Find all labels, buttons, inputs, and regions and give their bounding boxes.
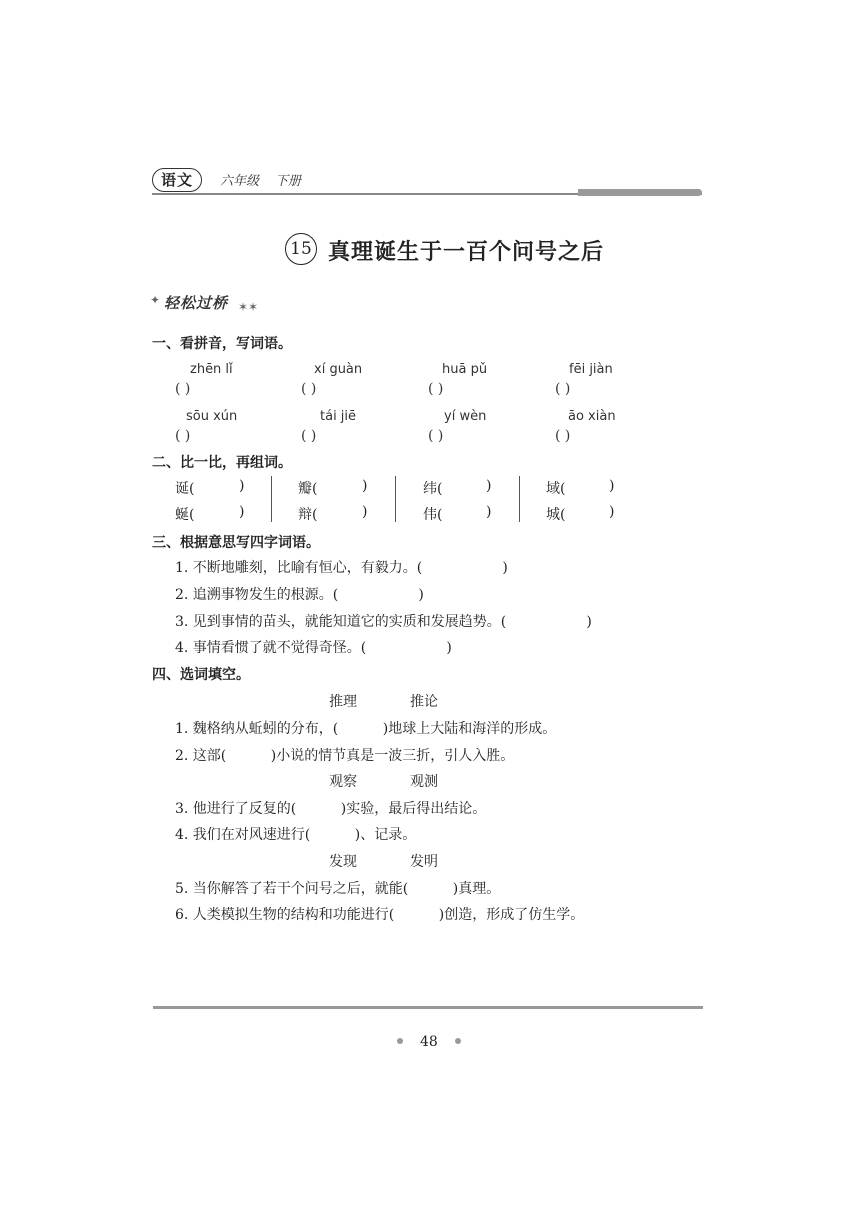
char-blank-close[interactable]: ) bbox=[362, 478, 368, 494]
star-icon: ✦ bbox=[150, 293, 161, 307]
char-prompt: 蜒( bbox=[175, 507, 195, 523]
fill-item[interactable]: 3. 他进行了反复的( )实验，最后得出结论。 bbox=[175, 801, 487, 817]
char-blank-close[interactable]: ) bbox=[362, 504, 368, 520]
answer-blank[interactable]: ( ) bbox=[428, 428, 444, 444]
answer-blank[interactable]: ( ) bbox=[428, 381, 444, 397]
sparkle-icon: ✶✶ bbox=[238, 300, 259, 314]
char-blank-close[interactable]: ) bbox=[609, 478, 615, 494]
fill-item[interactable]: 1. 魏格纳从蚯蚓的分布，( )地球上大陆和海洋的形成。 bbox=[175, 721, 557, 737]
pinyin: huā pǔ bbox=[442, 362, 488, 377]
question-item[interactable]: 3. 见到事情的苗头，就能知道它的实质和发展趋势。( ) bbox=[175, 614, 592, 630]
answer-blank[interactable]: ( ) bbox=[175, 428, 191, 444]
pinyin: yí wèn bbox=[444, 409, 487, 424]
fill-item[interactable]: 2. 这部( )小说的情节真是一波三折，引人入胜。 bbox=[175, 748, 515, 764]
answer-blank[interactable]: ( ) bbox=[175, 381, 191, 397]
dot-icon bbox=[455, 1038, 461, 1044]
char-prompt: 纬( bbox=[423, 481, 443, 497]
word-choice: 发明 bbox=[410, 854, 438, 870]
section4-heading: 四、选词填空。 bbox=[152, 667, 250, 683]
pinyin: tái jiē bbox=[320, 409, 357, 424]
lesson-title: 真理诞生于一百个问号之后 bbox=[328, 239, 605, 265]
fill-item[interactable]: 5. 当你解答了若干个问号之后，就能( )真理。 bbox=[175, 881, 501, 897]
question-item[interactable]: 2. 追溯事物发生的根源。( ) bbox=[175, 587, 424, 603]
lesson-number: 15 bbox=[285, 233, 317, 265]
subject-logo: 语文 bbox=[152, 168, 202, 192]
char-prompt: 诞( bbox=[175, 481, 195, 497]
section2-heading: 二、比一比，再组词。 bbox=[152, 455, 292, 471]
char-blank-close[interactable]: ) bbox=[486, 478, 492, 494]
pinyin: xí guàn bbox=[314, 362, 363, 377]
char-blank-close[interactable]: ) bbox=[239, 478, 245, 494]
word-choice: 推理 bbox=[329, 694, 357, 710]
char-prompt: 瓣( bbox=[298, 481, 318, 497]
word-choice: 观测 bbox=[410, 774, 438, 790]
section-badge: 轻松过桥 bbox=[164, 294, 229, 312]
char-blank-close[interactable]: ) bbox=[609, 504, 615, 520]
char-prompt: 辩( bbox=[298, 507, 318, 523]
column-divider bbox=[395, 476, 396, 522]
char-prompt: 伟( bbox=[423, 507, 443, 523]
word-choice: 观察 bbox=[329, 774, 357, 790]
char-blank-close[interactable]: ) bbox=[486, 504, 492, 520]
fill-item[interactable]: 4. 我们在对风速进行( )、记录。 bbox=[175, 827, 417, 843]
footer-rule bbox=[153, 1006, 703, 1009]
word-choice: 发现 bbox=[329, 854, 357, 870]
word-choice: 推论 bbox=[410, 694, 438, 710]
answer-blank[interactable]: ( ) bbox=[555, 428, 571, 444]
section3-heading: 三、根据意思写四字词语。 bbox=[152, 535, 320, 551]
column-divider bbox=[519, 476, 520, 522]
page-number: 48 bbox=[420, 1034, 438, 1050]
fill-item[interactable]: 6. 人类模拟生物的结构和功能进行( )创造，形成了仿生学。 bbox=[175, 907, 585, 923]
pinyin: sōu xún bbox=[186, 409, 238, 424]
dot-icon bbox=[397, 1038, 403, 1044]
pinyin: zhēn lǐ bbox=[190, 362, 233, 377]
header-bar bbox=[578, 189, 702, 196]
answer-blank[interactable]: ( ) bbox=[301, 428, 317, 444]
grade-label: 六年级 bbox=[220, 174, 260, 189]
volume-label: 下册 bbox=[275, 174, 302, 189]
column-divider bbox=[271, 476, 272, 522]
section1-heading: 一、看拼音，写词语。 bbox=[152, 336, 292, 352]
pinyin: fēi jiàn bbox=[569, 362, 613, 377]
char-prompt: 城( bbox=[546, 507, 566, 523]
pinyin: āo xiàn bbox=[568, 409, 616, 424]
char-blank-close[interactable]: ) bbox=[239, 504, 245, 520]
question-item[interactable]: 1. 不断地雕刻，比喻有恒心，有毅力。( ) bbox=[175, 560, 508, 576]
question-item[interactable]: 4. 事情看惯了就不觉得奇怪。( ) bbox=[175, 640, 452, 656]
char-prompt: 域( bbox=[546, 481, 566, 497]
answer-blank[interactable]: ( ) bbox=[301, 381, 317, 397]
answer-blank[interactable]: ( ) bbox=[555, 381, 571, 397]
